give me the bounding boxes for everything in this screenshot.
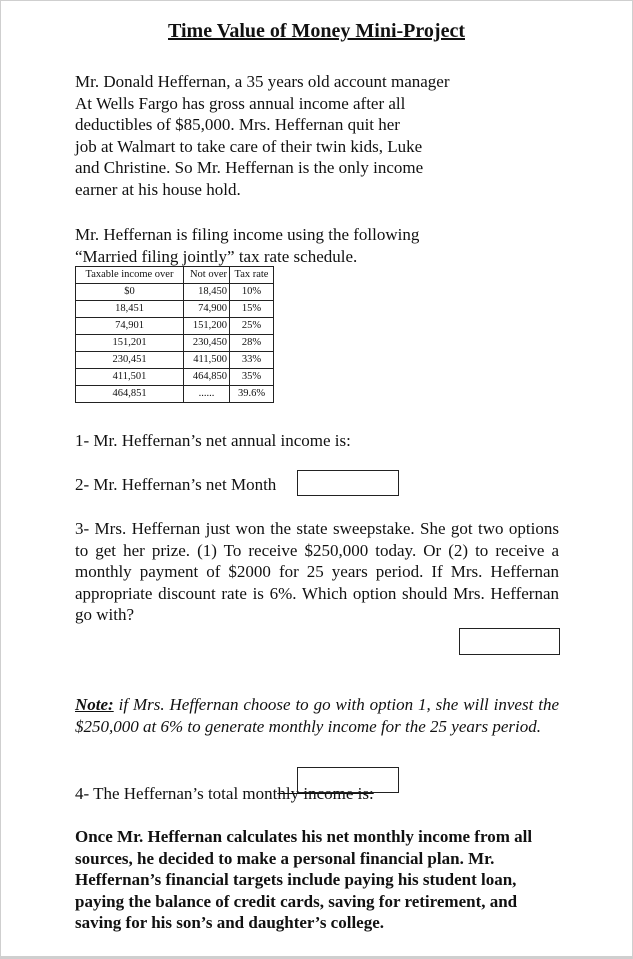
question-2: 2- Mr. Heffernan’s net Month bbox=[75, 475, 277, 494]
table-header-row bbox=[76, 267, 274, 284]
question-4-text: 4- The Heffernan’s total mont bbox=[75, 784, 278, 803]
cell-not-over: 464,850 bbox=[184, 369, 230, 386]
cell-taxable-income: 74,901 bbox=[76, 318, 184, 335]
intro-line: Mr. Donald Heffernan, a 35 years old account manager bbox=[75, 72, 450, 91]
answer-box-3[interactable] bbox=[459, 628, 560, 655]
filing-line: “Married filing jointly” tax rate schedule. bbox=[75, 246, 358, 266]
final-paragraph: Once Mr. Heffernan calculates his net monthly income from all sources, he decided to make a personal financial plan. Mr. Heffernan’s financial targets include paying his student loan, paying the balance of credit cards, saving for retirement, and saving for his son’s and daughter’s college. bbox=[75, 827, 533, 932]
filing-line: Mr. Heffernan is filing income using the following bbox=[75, 225, 420, 244]
header-not-over: Not over bbox=[184, 267, 230, 284]
intro-line: job at Walmart to take care of their twin kids, Luke bbox=[75, 136, 423, 156]
cell-tax-rate: 10% bbox=[230, 284, 274, 301]
question-3: 3- Mrs. Heffernan just won the state sweepstake. She got two options to get her prize. (1) To receive $250,000 today. Or (2) to receive a monthly payment of $2000 for 25 years period. If Mrs. Heffernan appropriate discount rate is 6%. Which option should Mrs. Heffernan go with? bbox=[75, 519, 559, 624]
table-row bbox=[76, 318, 274, 335]
table-row bbox=[76, 301, 274, 318]
intro-paragraph bbox=[75, 71, 450, 200]
cell-taxable-income: 230,451 bbox=[76, 352, 184, 369]
page-title: Time Value of Money Mini-Project bbox=[168, 20, 465, 42]
table-row bbox=[76, 335, 274, 352]
cell-not-over: 151,200 bbox=[184, 318, 230, 335]
cell-not-over: 74,900 bbox=[184, 301, 230, 318]
cell-not-over: 18,450 bbox=[184, 284, 230, 301]
cell-taxable-income: 464,851 bbox=[76, 386, 184, 403]
table-row bbox=[76, 284, 274, 301]
question-4-obscured-text: hly income is: bbox=[277, 784, 374, 803]
header-taxable-income: Taxable income over bbox=[76, 267, 184, 284]
intro-line: deductibles of $85,000. Mrs. Heffernan quit her bbox=[75, 115, 400, 134]
filing-paragraph bbox=[75, 224, 419, 267]
cell-tax-rate: 33% bbox=[230, 352, 274, 369]
answer-box-2[interactable] bbox=[297, 470, 399, 496]
cell-not-over: ...... bbox=[184, 386, 230, 403]
cell-taxable-income: 18,451 bbox=[76, 301, 184, 318]
intro-line: and Christine. So Mr. Heffernan is the only income bbox=[75, 158, 424, 177]
answer-box-4[interactable] bbox=[297, 767, 399, 793]
table-row bbox=[76, 352, 274, 369]
table-row bbox=[76, 369, 274, 386]
cell-not-over: 411,500 bbox=[184, 352, 230, 369]
note-label: Note: bbox=[75, 695, 114, 714]
cell-taxable-income: $0 bbox=[76, 284, 184, 301]
note-text: if Mrs. Heffernan choose to go with option 1, she will invest the $250,000 at 6% to generate monthly income for the 25 years period. bbox=[75, 695, 559, 736]
cell-not-over: 230,450 bbox=[184, 335, 230, 352]
tax-rate-table bbox=[75, 266, 274, 403]
intro-line: At Wells Fargo has gross annual income after all bbox=[75, 93, 406, 113]
page-bottom-divider bbox=[0, 956, 633, 958]
cell-tax-rate: 39.6% bbox=[230, 386, 274, 403]
cell-tax-rate: 28% bbox=[230, 335, 274, 352]
header-tax-rate: Tax rate bbox=[230, 267, 274, 284]
question-1: 1- Mr. Heffernan’s net annual income is: bbox=[75, 431, 351, 450]
note-paragraph bbox=[75, 694, 559, 737]
intro-line: earner at his house hold. bbox=[75, 179, 241, 199]
cell-tax-rate: 25% bbox=[230, 318, 274, 335]
cell-tax-rate: 15% bbox=[230, 301, 274, 318]
cell-tax-rate: 35% bbox=[230, 369, 274, 386]
cell-taxable-income: 151,201 bbox=[76, 335, 184, 352]
cell-taxable-income: 411,501 bbox=[76, 369, 184, 386]
table-row bbox=[76, 386, 274, 403]
